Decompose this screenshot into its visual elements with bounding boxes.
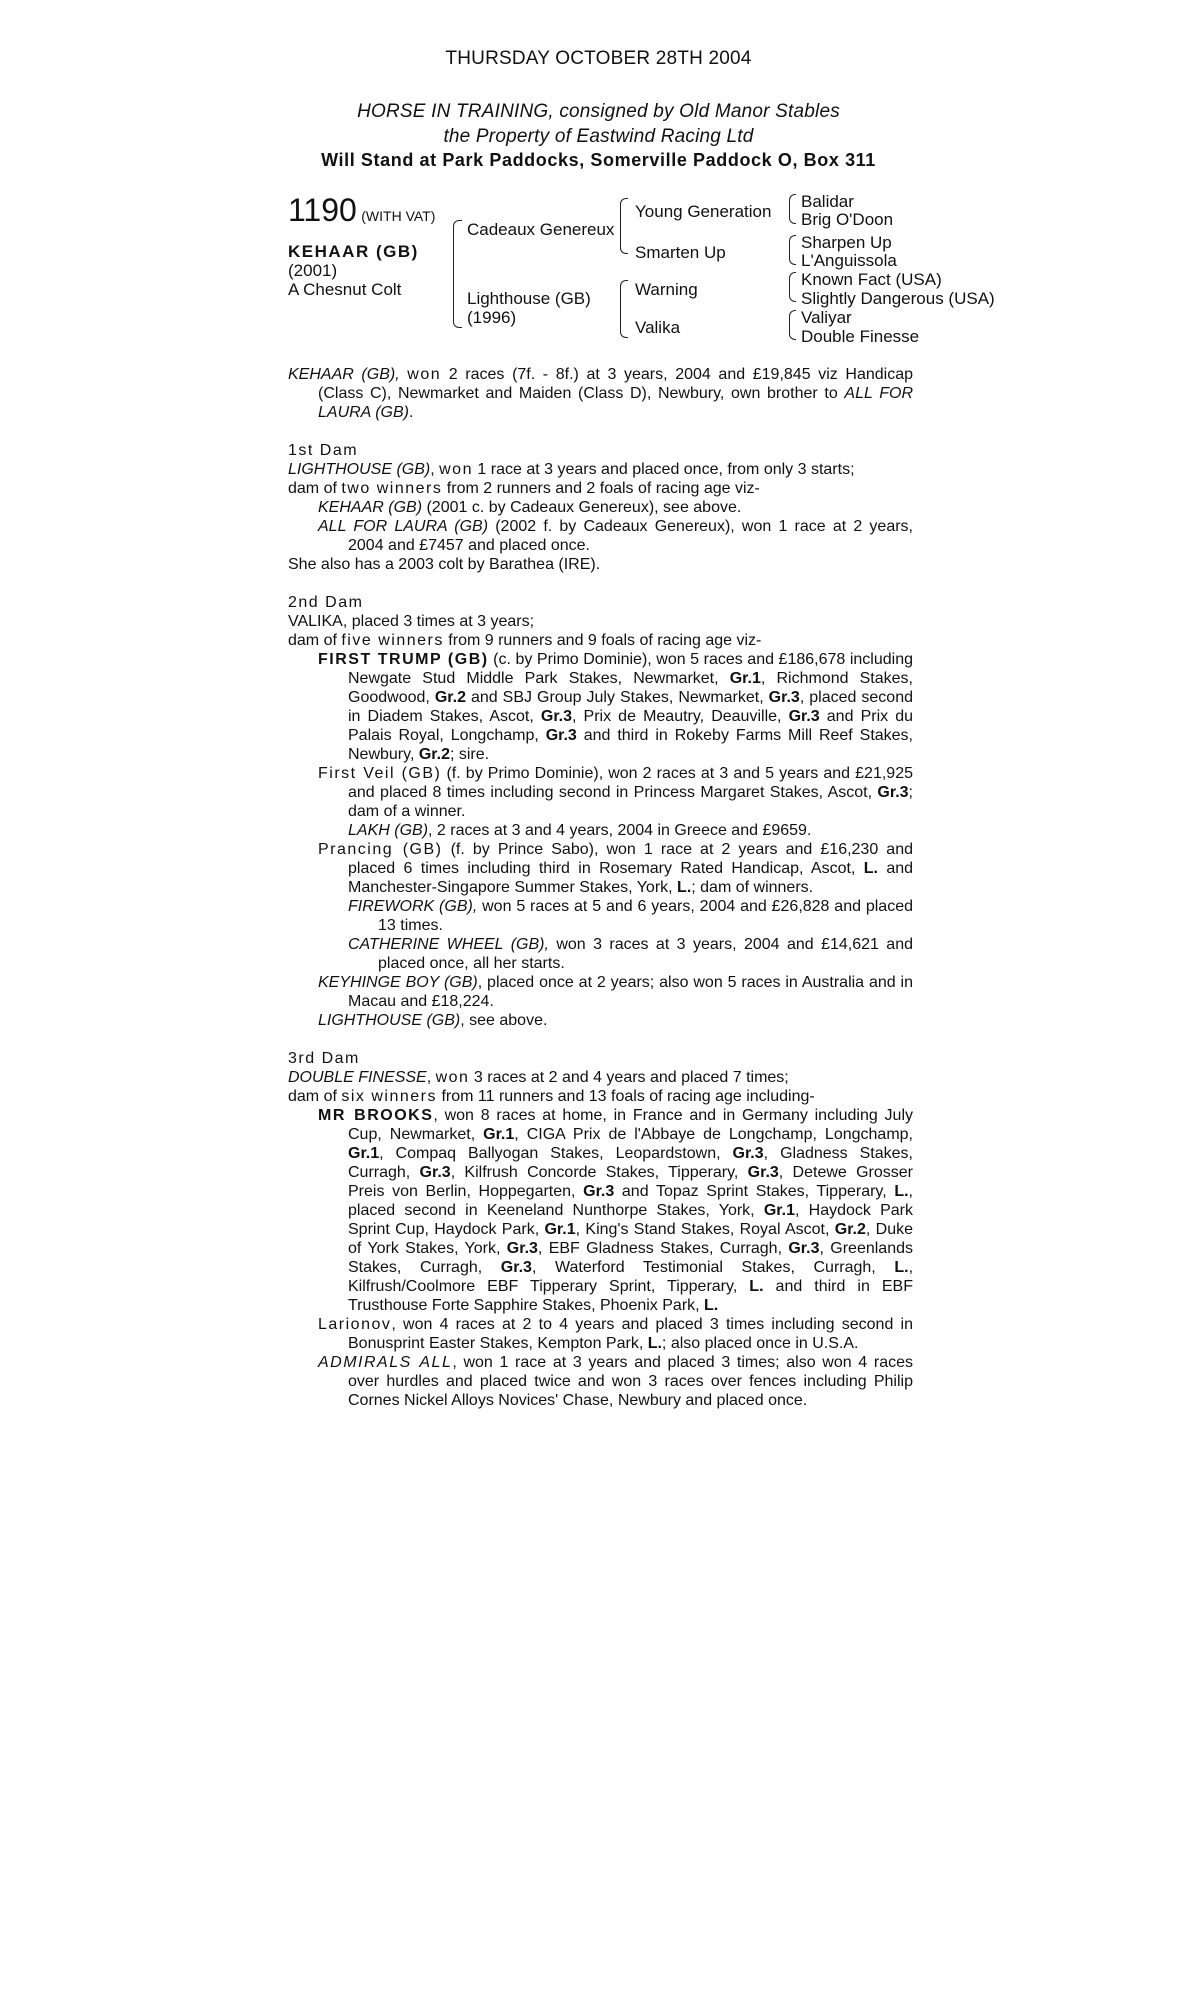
second-dam-produce: dam of five winners from 9 runners and 9 foals of racing age viz- — [288, 632, 762, 649]
intro-paragraph: KEHAAR (GB), won 2 races (7f. - 8f.) at 3 years, 2004 and £19,845 viz Handicap (Class C), Newmarket and Maiden (Class D), Newbury, own brother to ALL FOR LAURA (GB). — [288, 366, 914, 421]
gen3-brace-4 — [789, 310, 796, 340]
progeny-firework: FIREWORK (GB), won 5 races at 5 and 6 years, 2004 and £26,828 and placed 13 times. — [348, 898, 913, 934]
third-dam-record: DOUBLE FINESSE, won 3 races at 2 and 4 years and placed 7 times; — [288, 1069, 789, 1086]
first-dam-progeny-1: KEHAAR (GB) (2001 c. by Cadeaux Genereux), see above. — [318, 499, 742, 516]
pedigree-gen3-8: Double Finesse — [801, 327, 920, 346]
sire-dam-brace — [453, 220, 462, 328]
first-dam-produce: dam of two winners from 2 runners and 2 foals of racing age viz- — [288, 480, 760, 497]
progeny-first-veil: First Veil (GB) (f. by Primo Dominie), won 2 races at 3 and 5 years and £21,925 and placed 8 times including second in Princess Margaret Stakes, Ascot, Gr.3; dam of a winner. — [318, 765, 913, 820]
pedigree-gen3-5: Known Fact (USA) — [801, 270, 942, 289]
sire-parents-brace — [620, 198, 628, 254]
progeny-catherine-wheel: CATHERINE WHEEL (GB), won 3 races at 3 years, 2004 and £14,621 and placed once, all her starts. — [348, 936, 914, 972]
progeny-admirals-all: ADMIRALS ALL, won 1 race at 3 years and placed 3 times; also won 4 races over hurdles and placed twice and won 3 races over fences including Philip Cornes Nickel Alloys Novices' Chase, Newbury and placed once. — [318, 1354, 913, 1409]
dam-parents-brace — [620, 280, 628, 338]
pedigree-gen2-1: Young Generation — [635, 202, 772, 221]
progeny-larionov: Larionov, won 4 races at 2 to 4 years and placed 3 times including second in Bonusprint Easter Stakes, Kempton Park, L.; also placed once in U.S.A. — [318, 1316, 913, 1352]
pedigree-gen3-3: Sharpen Up — [801, 233, 892, 252]
pedigree-gen3-6: Slightly Dangerous (USA) — [801, 289, 995, 308]
pedigree-sire: Cadeaux Genereux — [467, 220, 615, 239]
horse-description: A Chesnut Colt — [288, 280, 402, 299]
horse-name: KEHAAR (GB) — [288, 242, 419, 261]
progeny-mr-brooks: MR BROOKS, won 8 races at home, in France and in Germany including July Cup, Newmarket, Gr.1, CIGA Prix de l'Abbaye de Longchamp, Longchamp, Gr.1, Compaq Ballyogan Stakes, Leopardstown, Gr.3, Gladness Stakes, Curragh, Gr.3, Kilfrush Concorde Stakes, Tipperary, Gr.3, Detewe Grosser Preis von Berlin, Hoppegarten, Gr.3 and Topaz Sprint Stakes, Tipperary, L., placed second in Keeneland Nunthorpe Stakes, York, Gr.1, Haydock Park Sprint Cup, Haydock Park, Gr.1, King's Stand Stakes, Royal Ascot, Gr.2, Duke of York Stakes, York, Gr.3, EBF Gladness Stakes, Curragh, Gr.3, Greenlands Stakes, Curragh, Gr.3, Waterford Testimonial Stakes, Curragh, L., Kilfrush/Coolmore EBF Tipperary Sprint, Tipperary, L. and third in EBF Trusthouse Forte Sapphire Stakes, Phoenix Park, L. — [318, 1107, 914, 1314]
second-dam-record: VALIKA, placed 3 times at 3 years; — [288, 613, 535, 630]
consignment-line-2: the Property of Eastwind Racing Ltd — [443, 126, 754, 147]
progeny-lakh: LAKH (GB), 2 races at 3 and 4 years, 2004 in Greece and £9659. — [348, 822, 812, 839]
progeny-first-trump: FIRST TRUMP (GB) (c. by Primo Dominie), won 5 races and £186,678 including Newgate Stud Middle Park Stakes, Newmarket, Gr.1, Richmond Stakes, Goodwood, Gr.2 and SBJ Group July Stakes, Newmarket, Gr.3, placed second in Diadem Stakes, Ascot, Gr.3, Prix de Meautry, Deauville, Gr.3 and Prix du Palais Royal, Longchamp, Gr.3 and third in Rokeby Farms Mill Reef Stakes, Newbury, Gr.2; sire. — [318, 651, 914, 763]
second-dam-heading: 2nd Dam — [288, 594, 364, 611]
stand-location: Will Stand at Park Paddocks, Somerville Paddock O, Box 311 — [321, 150, 876, 170]
pedigree-gen2-2: Smarten Up — [635, 243, 726, 262]
first-dam-heading: 1st Dam — [288, 442, 359, 459]
consignment-line-1: HORSE IN TRAINING, consigned by Old Manor Stables — [357, 101, 840, 122]
third-dam-heading: 3rd Dam — [288, 1050, 360, 1067]
first-dam-progeny-2: ALL FOR LAURA (GB) (2002 f. by Cadeaux Genereux), won 1 race at 2 years, 2004 and £7457 and placed once. — [318, 518, 913, 554]
first-dam-also: She also has a 2003 colt by Barathea (IRE). — [288, 556, 601, 573]
gen3-brace-1 — [789, 194, 796, 224]
third-dam-produce: dam of six winners from 11 runners and 13 foals of racing age including- — [288, 1088, 815, 1105]
lot-header — [288, 192, 435, 229]
pedigree-gen3-1: Balidar — [801, 192, 854, 211]
pedigree-gen3-4: L'Anguissola — [801, 251, 897, 270]
pedigree-gen2-3: Warning — [635, 280, 698, 299]
racing-record — [288, 365, 913, 1410]
first-dam-record: LIGHTHOUSE (GB), won 1 race at 3 years and placed once, from only 3 starts; — [288, 461, 855, 478]
pedigree-gen3-7: Valiyar — [801, 308, 852, 327]
pedigree-dam-year: (1996) — [467, 308, 517, 327]
gen3-brace-2 — [789, 235, 796, 265]
progeny-prancing: Prancing (GB) (f. by Prince Sabo), won 1 race at 2 years and £16,230 and placed 6 times including third in Rosemary Rated Handicap, Ascot, L. and Manchester-Singapore Summer Stakes, York, L.; dam of winners. — [318, 841, 914, 896]
gen3-brace-3 — [789, 272, 796, 302]
lot-number: 1190 — [288, 192, 357, 228]
vat-note: (WITH VAT) — [361, 208, 436, 224]
pedigree-dam-name: Lighthouse (GB) — [467, 289, 591, 308]
progeny-lighthouse: LIGHTHOUSE (GB), see above. — [318, 1012, 548, 1029]
horse-year: (2001) — [288, 261, 338, 280]
pedigree-gen3-2: Brig O'Doon — [801, 210, 894, 229]
progeny-keyhinge-boy: KEYHINGE BOY (GB), placed once at 2 years; also won 5 races in Australia and in Macau and £18,224. — [318, 974, 913, 1010]
pedigree-gen2-4: Valika — [635, 318, 681, 337]
sale-date: THURSDAY OCTOBER 28TH 2004 — [445, 48, 752, 69]
